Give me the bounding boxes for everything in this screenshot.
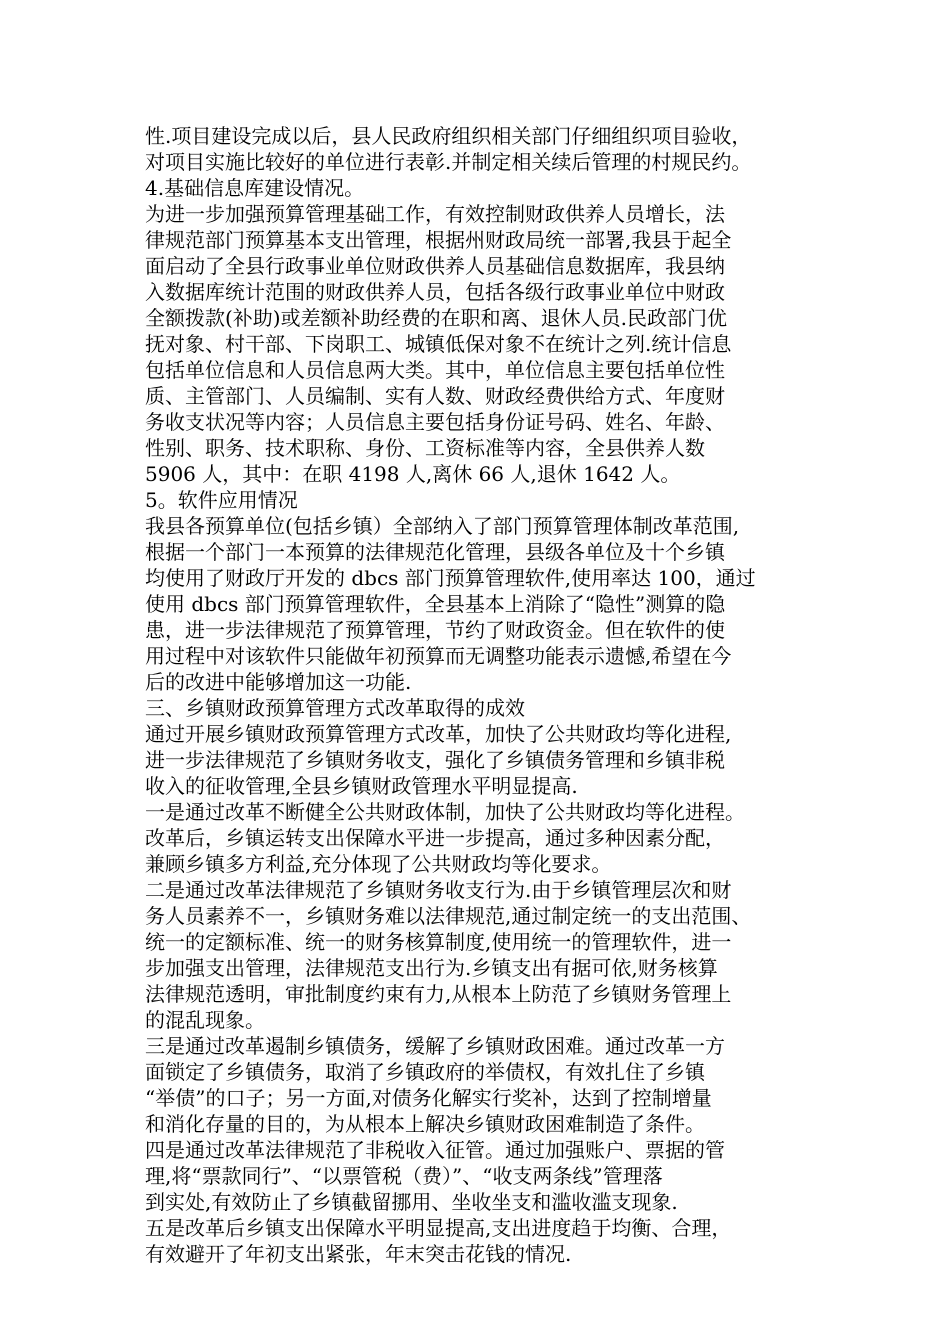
text-line: 使用 dbcs 部门预算管理软件，全县基本上消除了“隐性”测算的隐 [145, 592, 726, 616]
text-line: 面锁定了乡镇债务，取消了乡镇政府的举债权，有效扎住了乡镇 [145, 1060, 705, 1084]
text-line: “举债”的口子；另一方面,对债务化解实行奖补，达到了控制增量 [145, 1086, 712, 1110]
text-line: 一是通过改革不断健全公共财政体制，加快了公共财政均等化进程。 [145, 800, 745, 824]
text-line: 抚对象、村干部、下岗职工、城镇低保对象不在统计之列.统计信息 [145, 332, 732, 356]
text-line: 和消化存量的目的，为从根本上解决乡镇财政困难制造了条件。 [145, 1112, 705, 1136]
text-line: 全额拨款(补助)或差额补助经费的在职和离、退休人员.民政部门优 [145, 306, 727, 330]
text-line: 性.项目建设完成以后，县人民政府组织相关部门仔细组织项目验收， [145, 124, 752, 148]
text-line: 务收支状况等内容；人员信息主要包括身份证号码、姓名、年龄、 [145, 410, 725, 434]
text-line: 到实处,有效防止了乡镇截留挪用、坐收坐支和滥收滥支现象. [145, 1190, 678, 1214]
text-line: 统一的定额标准、统一的财务核算制度,使用统一的管理软件，进一 [145, 930, 732, 954]
text-line: 质、主管部门、人员编制、实有人数、财政经费供给方式、年度财 [145, 384, 725, 408]
text-line: 兼顾乡镇多方利益,充分体现了公共财政均等化要求。 [145, 852, 612, 876]
text-line: 对项目实施比较好的单位进行表彰.并制定相关续后管理的村规民约。 [145, 150, 752, 174]
text-line: 性别、职务、技术职称、身份、工资标准等内容，全县供养人数 [145, 436, 705, 460]
text-line: 五是改革后乡镇支出保障水平明显提高,支出进度趋于均衡、合理， [145, 1216, 732, 1240]
text-line: 改革后，乡镇运转支出保障水平进一步提高，通过多种因素分配， [145, 826, 725, 850]
text-line: 的混乱现象。 [145, 1008, 265, 1032]
text-line: 均使用了财政厅开发的 dbcs 部门预算管理软件,使用率达 100，通过 [145, 566, 756, 590]
document-body [145, 123, 825, 1267]
text-line: 包括单位信息和人员信息两大类。其中，单位信息主要包括单位性 [145, 358, 725, 382]
text-line: 有效避开了年初支出紧张，年末突击花钱的情况. [145, 1242, 572, 1266]
text-line: 进一步法律规范了乡镇财务收支，强化了乡镇债务管理和乡镇非税 [145, 748, 725, 772]
text-line: 三是通过改革遏制乡镇债务，缓解了乡镇财政困难。通过改革一方 [145, 1034, 725, 1058]
text-line: 理,将“票款同行”、“以票管税（费）”、“收支两条线”管理落 [145, 1164, 663, 1188]
text-line: 后的改进中能够增加这一功能. [145, 670, 412, 694]
text-line: 通过开展乡镇财政预算管理方式改革，加快了公共财政均等化进程, [145, 722, 732, 746]
section-heading: 三、乡镇财政预算管理方式改革取得的成效 [145, 696, 525, 720]
text-line: 用过程中对该软件只能做年初预算而无调整功能表示遗憾,希望在今 [145, 644, 732, 668]
text-line: 四是通过改革法律规范了非税收入征管。通过加强账户、票据的管 [145, 1138, 725, 1162]
text-line: 入数据库统计范围的财政供养人员，包括各级行政事业单位中财政 [145, 280, 725, 304]
text-line: 我县各预算单位(包括乡镇）全部纳入了部门预算管理体制改革范围, [145, 514, 740, 538]
text-line: 为进一步加强预算管理基础工作，有效控制财政供养人员增长，法 [145, 202, 725, 226]
text-line: 5906 人，其中：在职 4198 人,离休 66 人,退休 1642 人。 [145, 462, 681, 486]
text-line: 法律规范透明，审批制度约束有力,从根本上防范了乡镇财务管理上 [145, 982, 732, 1006]
text-line: 收入的征收管理,全县乡镇财政管理水平明显提高. [145, 774, 578, 798]
text-line: 务人员素养不一，乡镇财务难以法律规范,通过制定统一的支出范围、 [145, 904, 752, 928]
text-line: 根据一个部门一本预算的法律规范化管理，县级各单位及十个乡镇 [145, 540, 725, 564]
text-line: 患，进一步法律规范了预算管理，节约了财政资金。但在软件的使 [145, 618, 725, 642]
text-line: 面启动了全县行政事业单位财政供养人员基础信息数据库，我县纳 [145, 254, 725, 278]
text-line: 二是通过改革法律规范了乡镇财务收支行为.由于乡镇管理层次和财 [145, 878, 732, 902]
text-line: 律规范部门预算基本支出管理，根据州财政局统一部署,我县于起全 [145, 228, 732, 252]
section-heading: 5。软件应用情况 [145, 488, 298, 512]
section-heading: 4.基础信息库建设情况。 [145, 176, 365, 200]
text-line: 步加强支出管理，法律规范支出行为.乡镇支出有据可依,财务核算 [145, 956, 718, 980]
